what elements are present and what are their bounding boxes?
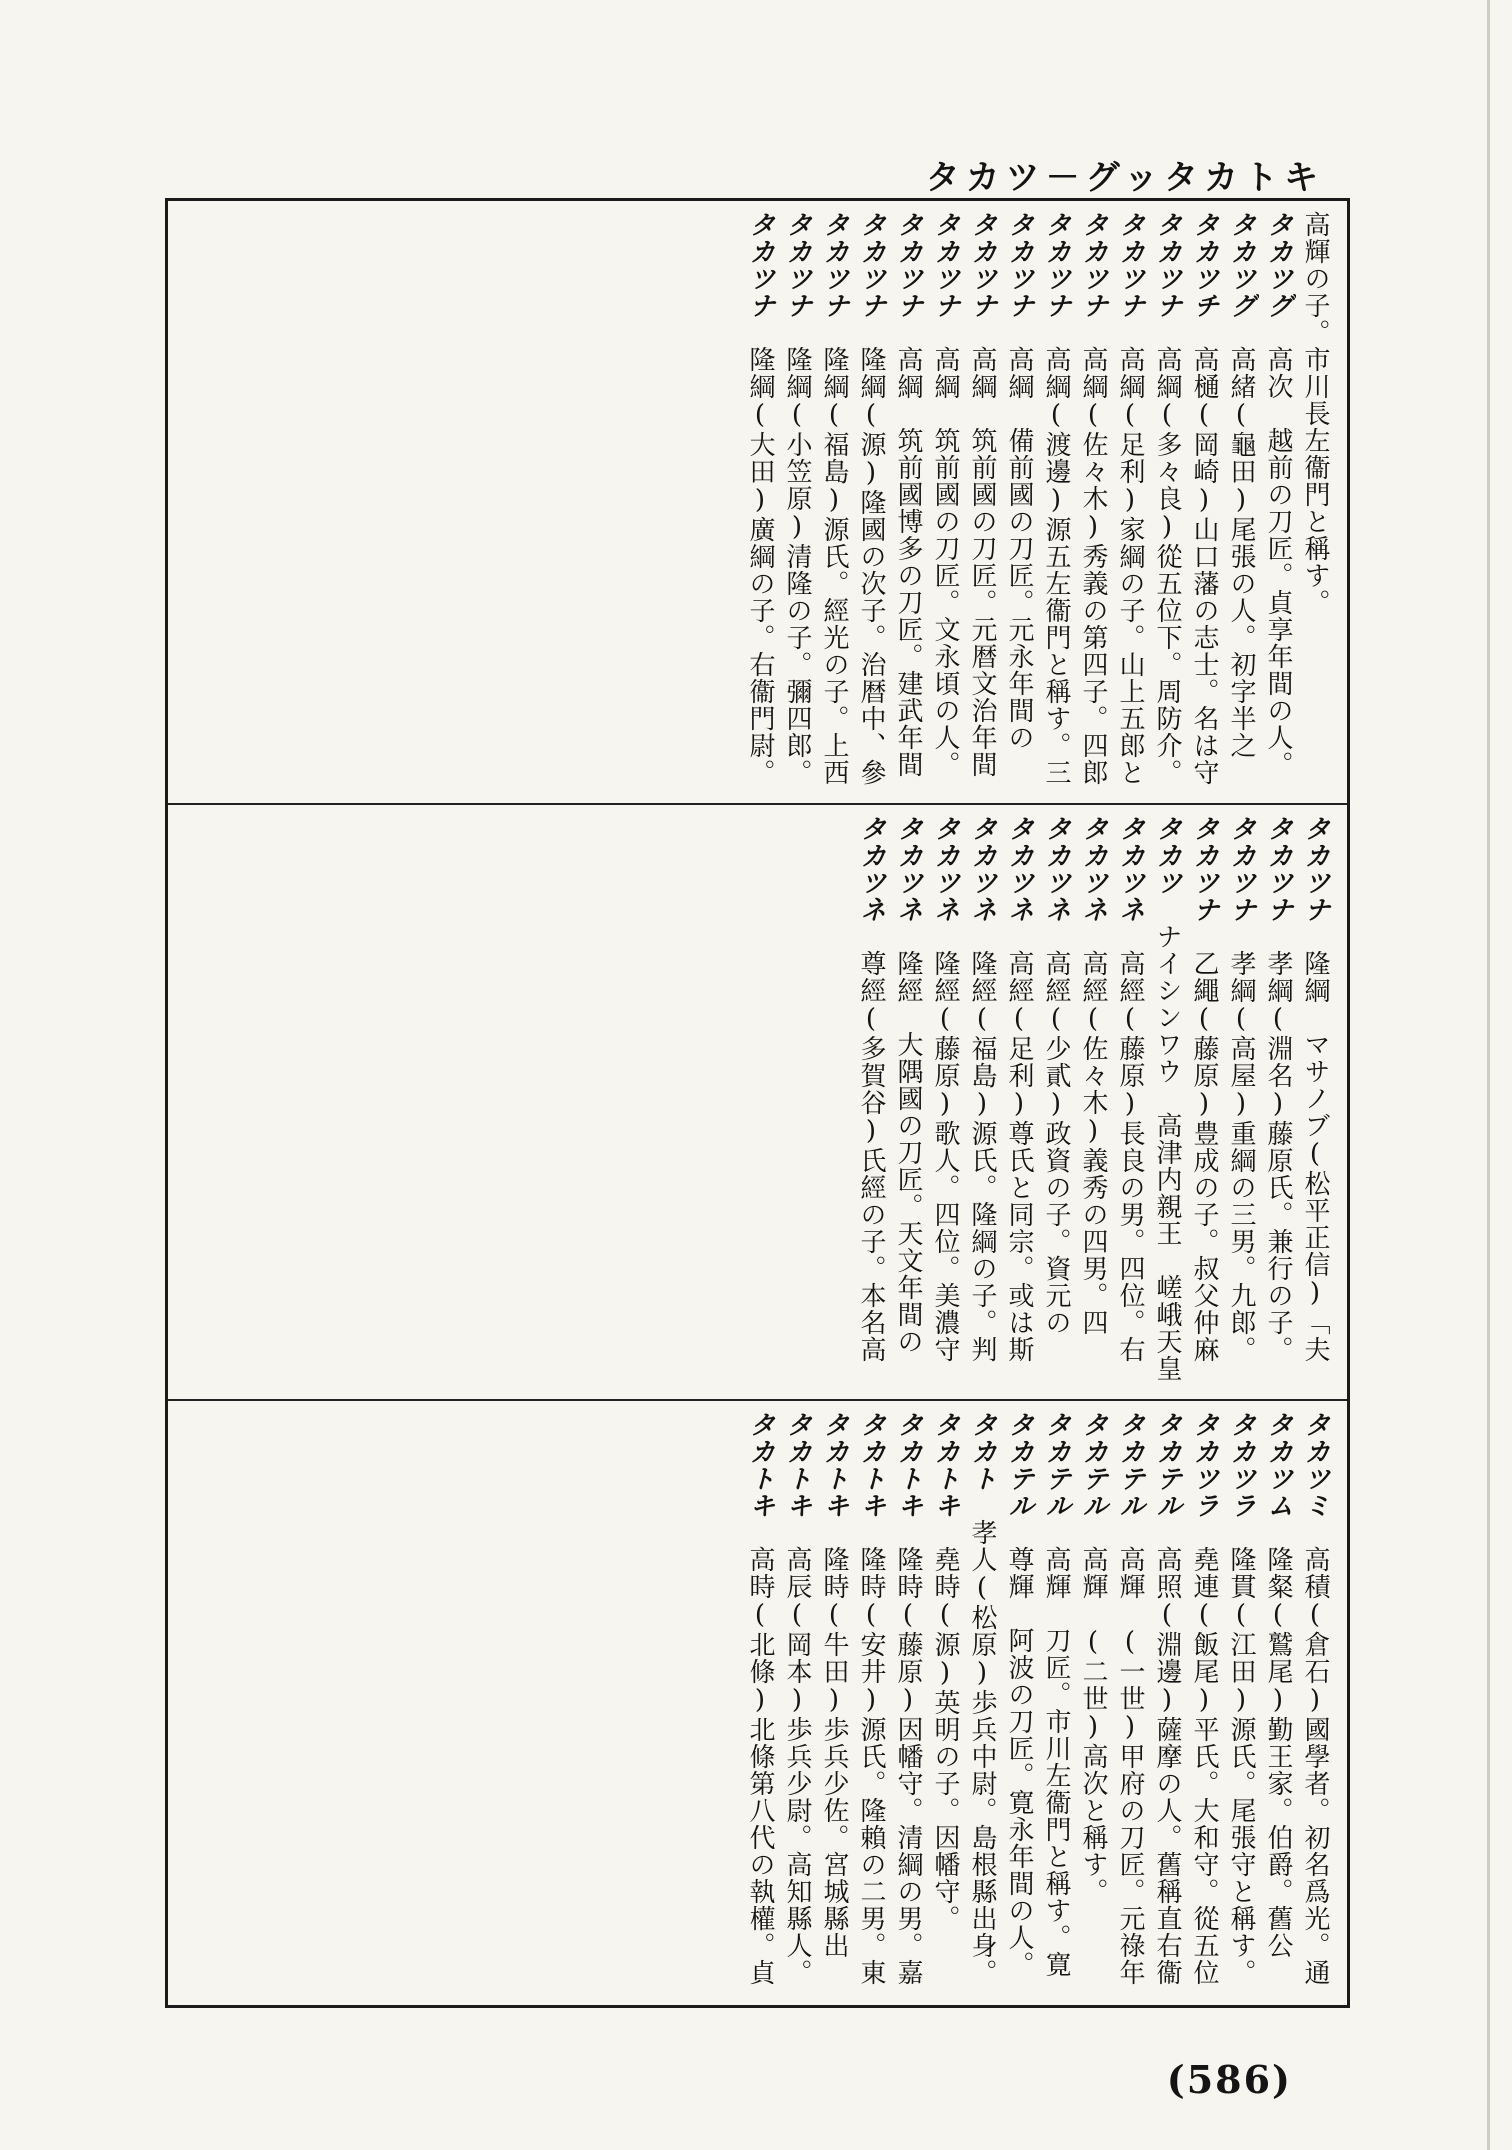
entry-text: 隆貫(江田)源氏。尾張守と稱す。: [1226, 1546, 1256, 1986]
entry-reading: タカツナ: [1263, 815, 1293, 923]
entry-reading: タカテル: [1152, 1411, 1182, 1519]
dictionary-entry: [815, 211, 852, 791]
dictionary-entry: [1148, 1411, 1185, 1997]
entry-reading: タカツナ: [1115, 211, 1145, 319]
entry-reading: タカツナ: [1152, 211, 1182, 319]
entry-reading: タカツナ: [1300, 815, 1330, 923]
entry-reading: タカツネ: [930, 815, 960, 923]
dictionary-entry: [1222, 1411, 1259, 1997]
dictionary-entry: [926, 211, 963, 791]
dictionary-frame: [165, 198, 1350, 2008]
entry-text: 高輝 刀匠。市川左衞門と稱す。寛: [1041, 1546, 1071, 1978]
entry-reading: タカトキ: [893, 1411, 923, 1519]
entry-reading: タカツミ: [1300, 1411, 1330, 1519]
dictionary-entry: [889, 211, 926, 791]
entry-text: 高經(少貳)政資の子。資元の: [1041, 950, 1071, 1336]
section-middle: [182, 815, 1333, 1387]
dictionary-entry: [1000, 1411, 1037, 1997]
dictionary-entry: [963, 211, 1000, 791]
running-header: タカツ－グッタカトキ: [925, 158, 1324, 198]
entry-text: 高綱(多々良)從五位下。周防介。: [1152, 346, 1182, 786]
dictionary-entry: [1259, 1411, 1296, 1997]
entry-text: 高綱 筑前國の刀匠。元暦文治年間: [967, 346, 997, 778]
entry-reading: タカテル: [1004, 1411, 1034, 1519]
entry-reading: タカツネ: [856, 815, 886, 923]
entry-reading: タカツネ: [1115, 815, 1145, 923]
entry-reading: タカツナ: [745, 211, 775, 319]
entry-text: 高照(淵邊)薩摩の人。舊稱直右衞: [1152, 1546, 1182, 1986]
dictionary-entry: [1037, 815, 1074, 1387]
section-divider: [168, 1399, 1347, 1401]
dictionary-entry: [1222, 815, 1259, 1387]
dictionary-entry: [1296, 1411, 1333, 1997]
entry-reading: タカツナ: [967, 211, 997, 319]
dictionary-entry: [1296, 815, 1333, 1387]
entry-reading: タカテル: [1041, 1411, 1071, 1519]
dictionary-entry: [1037, 1411, 1074, 1997]
dictionary-entry: [963, 1411, 1000, 1997]
dictionary-entry: [741, 211, 778, 791]
entry-reading: タカテル: [1078, 1411, 1108, 1519]
entry-text: 高經(足利)尊氏と同宗。或は斯: [1004, 950, 1034, 1363]
entry-text: 孝綱(高屋)重綱の三男。九郎。: [1226, 950, 1256, 1363]
entry-reading: タカツナ: [819, 211, 849, 319]
entry-text: 乙繩(藤原)豊成の子。叔父仲麻: [1189, 950, 1219, 1363]
entry-text: 高綱(渡邊)源五左衞門と稱す。三: [1041, 346, 1071, 786]
entry-reading: タカトキ: [819, 1411, 849, 1519]
dictionary-entry: [889, 1411, 926, 1997]
entry-text: 隆時(牛田)歩兵少佐。宮城縣出: [819, 1546, 849, 1959]
dictionary-entry: [1037, 211, 1074, 791]
dictionary-entry: [741, 1411, 778, 1997]
entry-text: 高經(佐々木)義秀の四男。四: [1078, 950, 1108, 1336]
entry-text: 高輝 (一世)甲府の刀匠。元祿年: [1115, 1546, 1145, 1986]
dictionary-entry: [1185, 815, 1222, 1387]
entry-reading: タカト: [967, 1411, 997, 1492]
dictionary-entry: [1148, 211, 1185, 791]
entry-text: 隆綱(源)隆國の次子。治暦中、參: [856, 346, 886, 786]
section-divider: [168, 803, 1347, 805]
dictionary-entry: [778, 211, 815, 791]
dictionary-entry: [1074, 815, 1111, 1387]
entry-text: 隆綱(福島)源氏。經光の子。上西: [819, 346, 849, 786]
entry-text: 高綱 筑前國博多の刀匠。建武年間: [893, 346, 923, 778]
entry-text: 隆經(藤原)歌人。四位。美濃守: [930, 950, 960, 1363]
entry-text: 尊經(多賀谷)氏經の子。本名高: [856, 950, 886, 1363]
entry-text: 堯時(源)英明の子。因幡守。: [930, 1546, 960, 1932]
entry-text: 隆時(藤原)因幡守。清綱の男。嘉: [893, 1546, 923, 1986]
entry-text: 高綱 備前國の刀匠。元永年間の: [1004, 346, 1034, 751]
dictionary-entry: [1074, 1411, 1111, 1997]
entry-reading: タカツ: [1152, 815, 1182, 896]
dictionary-entry: [1074, 211, 1111, 791]
dictionary-entry: [963, 815, 1000, 1387]
dictionary-entry: [1259, 211, 1296, 791]
entry-text: 高時(北條)北條第八代の執權。貞: [745, 1546, 775, 1986]
dictionary-entry: [1185, 1411, 1222, 1997]
dictionary-entry: [926, 1411, 963, 1997]
entry-reading: タカテル: [1115, 1411, 1145, 1519]
entry-text: 尊輝 阿波の刀匠。寛永年間の人。: [1004, 1546, 1034, 1978]
entry-text: 隆綱 マサノブ(松平正信)「夫: [1300, 950, 1330, 1363]
entry-text: 堯連(飯尾)平氏。大和守。從五位: [1189, 1546, 1219, 1986]
entry-text: 高綱 筑前國の刀匠。文永頃の人。: [930, 346, 960, 778]
entry-reading: タカツナ: [782, 211, 812, 319]
entry-text: 高輝 (二世)高次と稱す。: [1078, 1546, 1108, 1905]
page-edge-shadow: [1487, 0, 1490, 2150]
page-number: (586): [1166, 2057, 1292, 2102]
entry-reading: タカトキ: [782, 1411, 812, 1519]
dictionary-entry: [1000, 211, 1037, 791]
dictionary-entry: [1111, 1411, 1148, 1997]
entry-text: 隆時(安井)源氏。隆賴の二男。東: [856, 1546, 886, 1986]
entry-reading: タカツム: [1263, 1411, 1293, 1519]
entry-reading: タカツナ: [1189, 815, 1219, 923]
entry-reading: タカツナ: [1226, 815, 1256, 923]
entry-reading: タカトキ: [856, 1411, 886, 1519]
entry-reading: タカトキ: [930, 1411, 960, 1519]
entry-reading: タカツナ: [1004, 211, 1034, 319]
dictionary-entry: [926, 815, 963, 1387]
entry-reading: タカツネ: [1041, 815, 1071, 923]
dictionary-entry: [1296, 211, 1333, 791]
dictionary-entry: [815, 1411, 852, 1997]
dictionary-entry: [1111, 211, 1148, 791]
entry-text: 隆粲(鷲尾)勤王家。伯爵。舊公: [1263, 1546, 1293, 1959]
entry-text: 高樋(岡崎)山口藩の志士。名は守: [1189, 346, 1219, 786]
entry-text: 高經(藤原)長良の男。四位。右: [1115, 950, 1145, 1363]
dictionary-entry: [1111, 815, 1148, 1387]
entry-reading: タカツラ: [1226, 1411, 1256, 1519]
entry-text: ナイシンワウ 高津内親王 嵯峨天皇: [1152, 923, 1182, 1382]
entry-text: 高次 越前の刀匠。貞享年間の人。: [1263, 346, 1293, 778]
entry-reading: タカツネ: [1078, 815, 1108, 923]
entry-reading: タカツネ: [893, 815, 923, 923]
entry-text: 高綱(佐々木)秀義の第四子。四郎: [1078, 346, 1108, 786]
entry-text: 孝人(松原)歩兵中尉。島根縣出身。: [967, 1519, 997, 1986]
entry-reading: タカツナ: [856, 211, 886, 319]
dictionary-entry: [1222, 211, 1259, 791]
entry-reading: タカツグ: [1226, 211, 1256, 319]
entry-text: 隆綱(大田)廣綱の子。右衞門尉。: [745, 346, 775, 786]
dictionary-entry: [1000, 815, 1037, 1387]
dictionary-entry: [852, 1411, 889, 1997]
entry-text: 隆經 大隅國の刀匠。天文年間の: [893, 950, 923, 1355]
dictionary-entry: [852, 815, 889, 1387]
entry-reading: タカトキ: [745, 1411, 775, 1519]
dictionary-entry: [1185, 211, 1222, 791]
entry-text: 隆經(福島)源氏。隆綱の子。判: [967, 950, 997, 1363]
dictionary-entry: [778, 1411, 815, 1997]
entry-reading: タカツナ: [1041, 211, 1071, 319]
entry-reading: タカツチ: [1189, 211, 1219, 319]
entry-reading: タカツナ: [1078, 211, 1108, 319]
entry-text: 高輝の子。市川長左衞門と稱す。: [1300, 211, 1330, 616]
entry-reading: タカツネ: [1004, 815, 1034, 923]
entry-reading: タカツナ: [893, 211, 923, 319]
entry-text: 隆綱(小笠原)清隆の子。彌四郎。: [782, 346, 812, 786]
entry-text: 高辰(岡本)歩兵少尉。高知縣人。: [782, 1546, 812, 1986]
entry-text: 高緒(龜田)尾張の人。初字半之: [1226, 346, 1256, 759]
dictionary-entry: [1148, 815, 1185, 1387]
entry-reading: タカツナ: [930, 211, 960, 319]
entry-text: 高積(倉石)國學者。初名爲光。通: [1300, 1546, 1330, 1986]
entry-reading: タカツグ: [1263, 211, 1293, 319]
entry-text: 高綱(足利)家綱の子。山上五郎と: [1115, 346, 1145, 786]
entry-reading: タカツネ: [967, 815, 997, 923]
entry-text: 孝綱(淵名)藤原氏。兼行の子。: [1263, 950, 1293, 1363]
section-top: [182, 211, 1333, 791]
section-bottom: [182, 1411, 1333, 1997]
dictionary-entry: [889, 815, 926, 1387]
dictionary-entry: [852, 211, 889, 791]
entry-reading: タカツラ: [1189, 1411, 1219, 1519]
dictionary-entry: [1259, 815, 1296, 1387]
